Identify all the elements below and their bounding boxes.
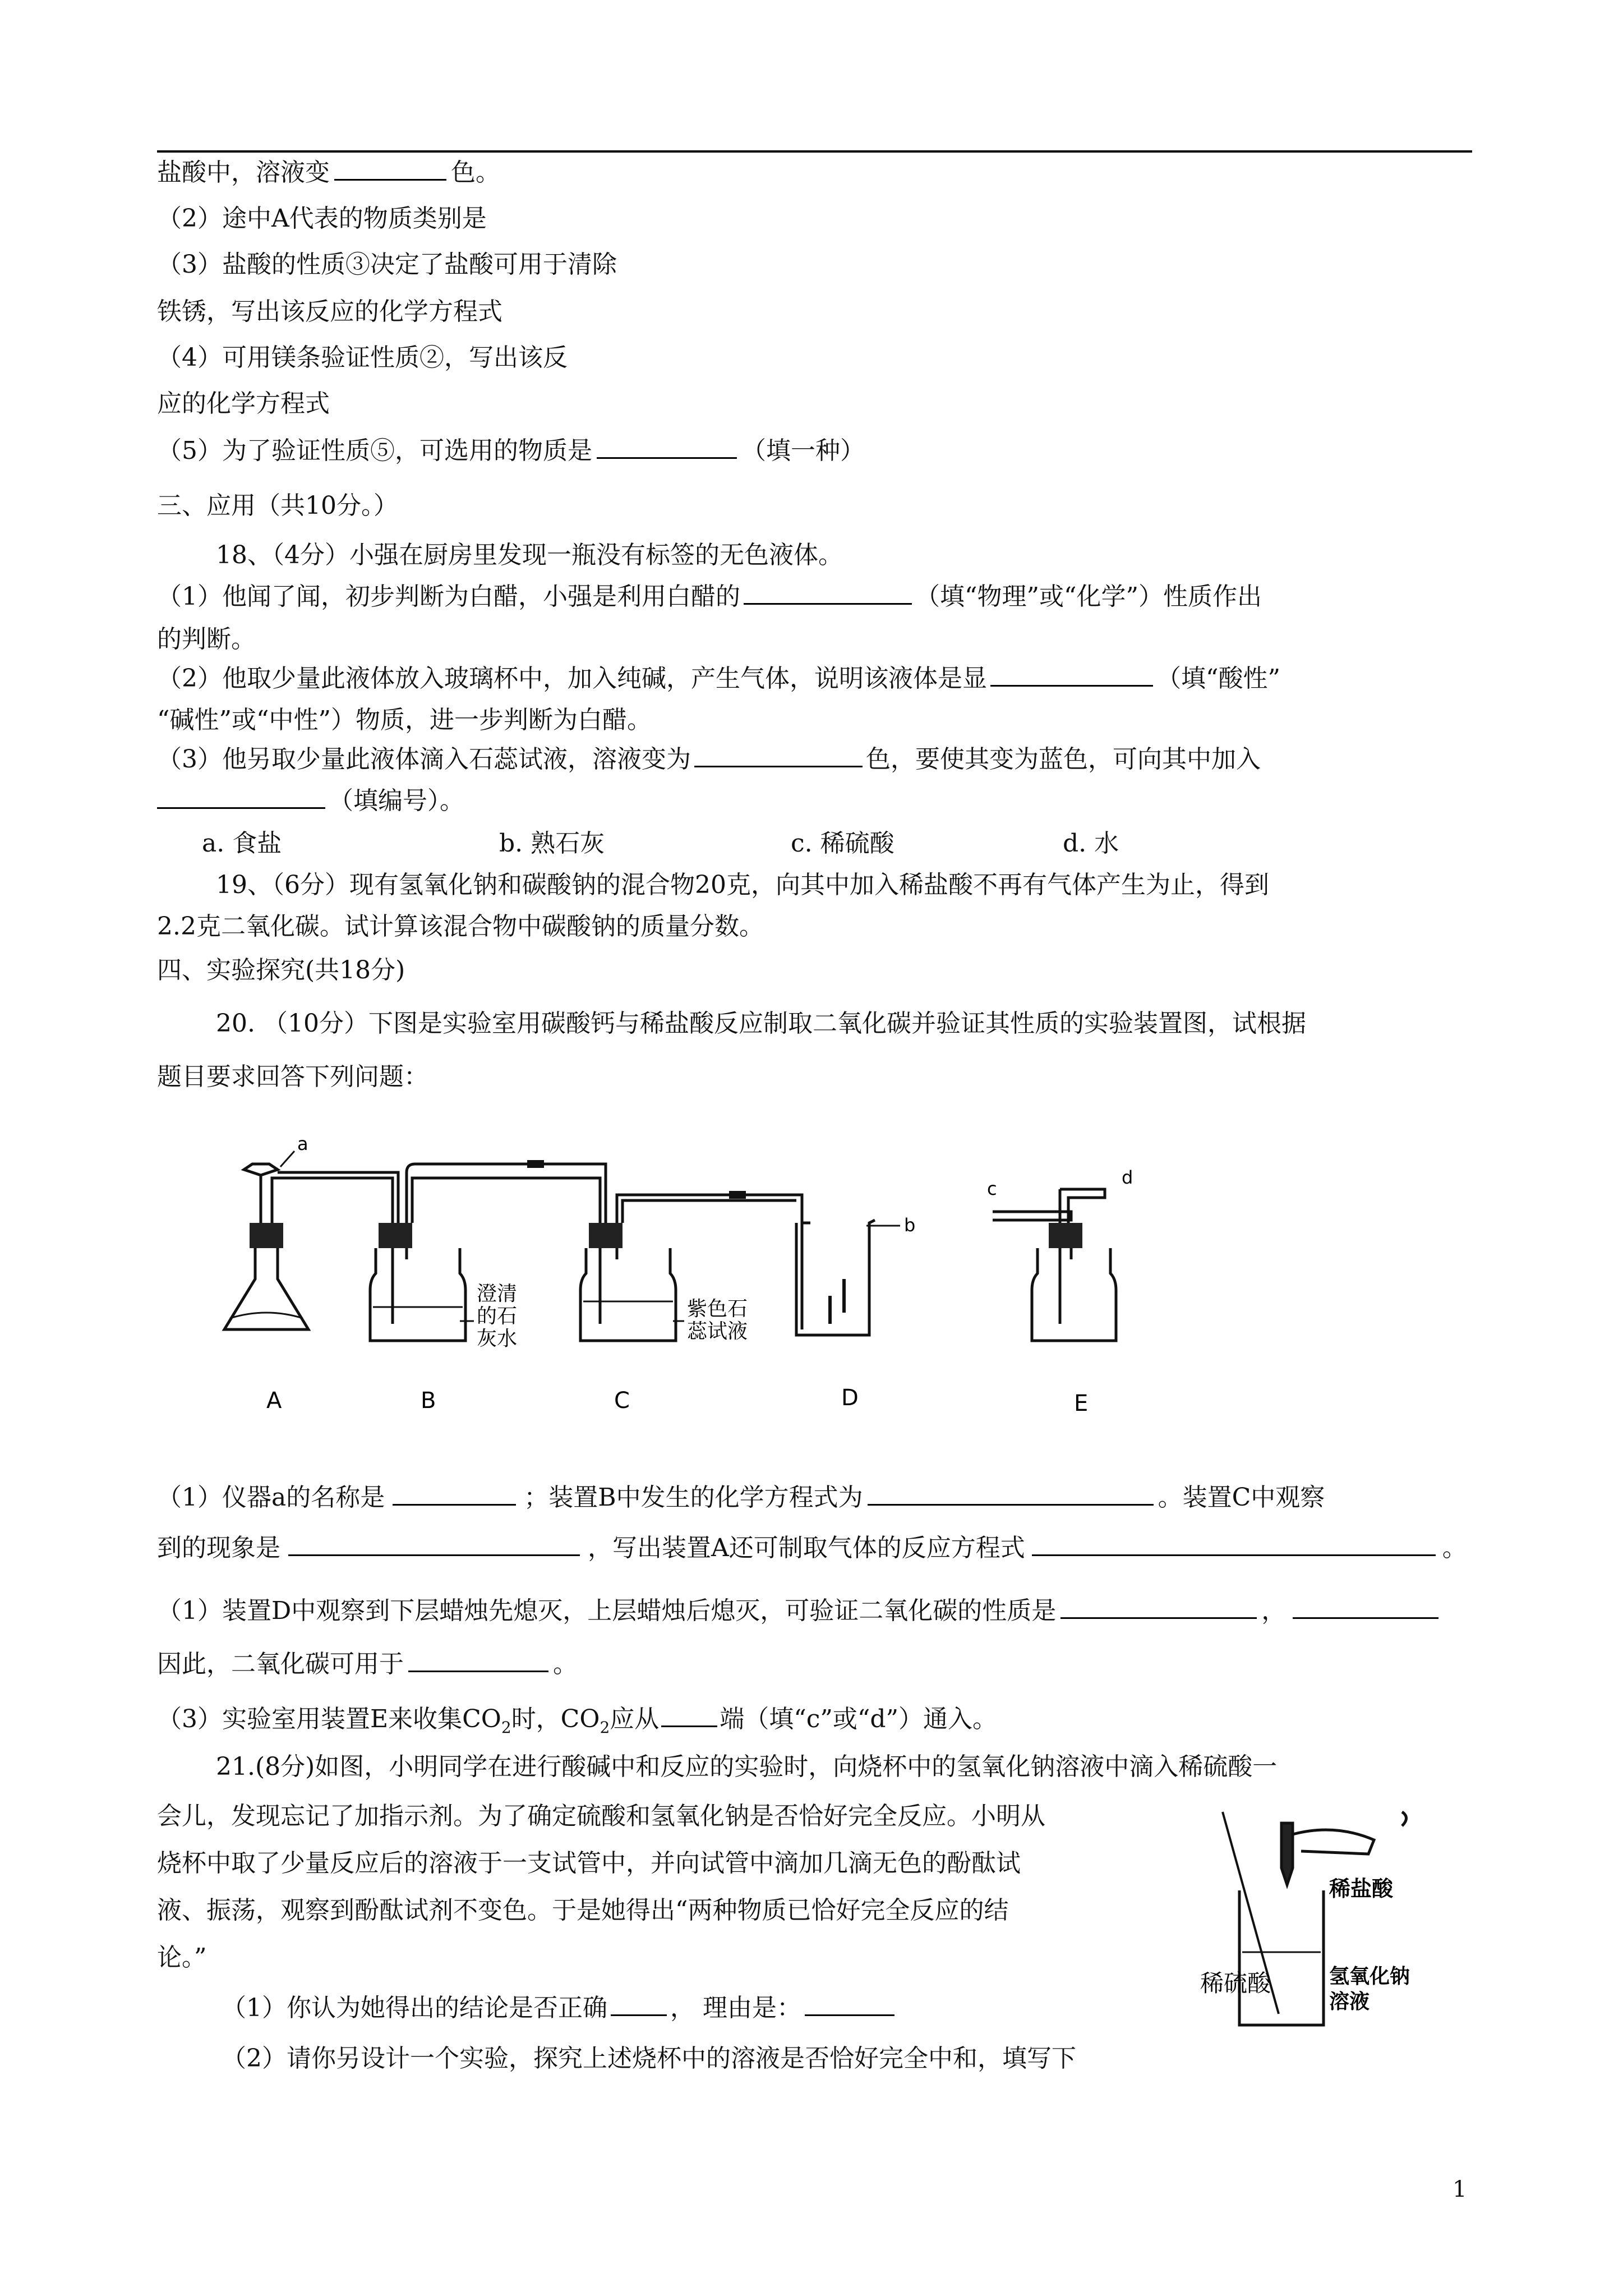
answer-blank[interactable] (157, 785, 325, 809)
q17-line-1: 盐酸中，溶液变 色。 (157, 156, 500, 190)
q21-line-5: 论。” (157, 1943, 207, 1972)
section-4-heading: 四、实验探究(共18分) (157, 956, 405, 984)
q21-part-1: （1）你认为她得出的结论是否正确 ， 理由是： (222, 1991, 895, 2025)
stopper-icon (250, 1223, 283, 1248)
answer-blank[interactable] (868, 1481, 1154, 1506)
q21-line-4: 液、振荡，观察到酚酞试剂不变色。于是她得出“两种物质已恰好完全反应的结 (157, 1896, 1009, 1925)
q21-line-3: 烧杯中取了少量反应后的溶液于一支试管中，并向试管中滴加几滴无色的酚酞试 (157, 1849, 1021, 1878)
q17-line-4: 铁锈，写出该反应的化学方程式 (157, 297, 502, 326)
letter-D: D (841, 1385, 859, 1411)
label-a: a (297, 1133, 308, 1154)
q21-line-2: 会儿，发现忘记了加指示剂。为了确定硫酸和氢氧化钠是否恰好完全反应。小明从 (157, 1802, 1045, 1830)
answer-blank[interactable] (393, 1481, 516, 1506)
funnel-a-icon (244, 1164, 278, 1175)
fig-label-naoh-1: 氢氧化钠 (1329, 1965, 1410, 1988)
gas-bottle-e-icon (1032, 1248, 1116, 1341)
q18-option-b: b. 熟石灰 (499, 829, 605, 858)
answer-blank[interactable] (744, 581, 912, 605)
answer-blank[interactable] (661, 1703, 717, 1727)
beaker-figure (1189, 1801, 1481, 2036)
fig-label-hcl: 稀盐酸 (1329, 1876, 1394, 1901)
q17-line-3: （3）盐酸的性质③决定了盐酸可用于清除 (157, 250, 617, 279)
q18-stem: 18、（4分）小强在厨房里发现一瓶没有标签的无色液体。 (216, 541, 843, 569)
q18-part-3: （3）他另取少量此液体滴入石蕊试液，溶液变为 色，要使其变为蓝色，可向其中加入 (157, 743, 1261, 776)
fig-label-h2so4: 稀硫酸 (1200, 1970, 1271, 1997)
q17-line-6: 应的化学方程式 (157, 389, 330, 418)
answer-blank[interactable] (408, 1648, 548, 1672)
q17-line-7: （5）为了验证性质⑤，可选用的物质是 （填一种） (157, 434, 865, 468)
q20-part-1-line-1: （1）仪器a的名称是 ；装置B中发生的化学方程式为 。装置C中观察 (157, 1481, 1325, 1515)
q19-line-2: 2.2克二氧化碳。试计算该混合物中碳酸钠的质量分数。 (157, 912, 764, 941)
label-d: d (1122, 1167, 1133, 1188)
label-c: c (987, 1178, 997, 1199)
answer-blank[interactable] (990, 662, 1153, 687)
c-label-1: 紫色石 (687, 1297, 748, 1320)
q18-option-d: d. 水 (1063, 829, 1119, 858)
q21-line-1: 21.(8分)如图，小明同学在进行酸碱中和反应的实验时，向烧杯中的氢氧化钠溶液中滴入稀硫酸一 (216, 1752, 1278, 1781)
answer-blank[interactable] (611, 1992, 667, 2016)
answer-blank[interactable] (1032, 1532, 1436, 1556)
gas-bottle-b-icon (370, 1248, 465, 1341)
gas-bottle-c-icon (580, 1248, 676, 1341)
beaker-icon (1239, 1890, 1324, 2025)
fig-label-naoh-2: 溶液 (1329, 1990, 1370, 2013)
letter-B: B (421, 1388, 436, 1414)
conical-flask-icon (224, 1248, 308, 1329)
q20-part-1-line-2: 到的现象是 ，写出装置A还可制取气体的反应方程式 。 (157, 1531, 1467, 1565)
q18-option-c: c. 稀硫酸 (791, 829, 895, 858)
q20-part-3: （3）实验室用装置E来收集$CO_2$时，$CO_2$应从 端（填“c”或“d”）通入。 (157, 1703, 997, 1745)
q18-part-3-cont: （填编号）。 (157, 784, 464, 818)
q18-part-1-cont: 的判断。 (157, 625, 256, 654)
q20-part-2-line-2: 因此，二氧化碳可用于 。 (157, 1648, 578, 1681)
answer-blank[interactable] (597, 435, 737, 459)
b-label-1: 澄清 (477, 1282, 518, 1305)
q20-part-2-line-1: （1）装置D中观察到下层蜡烛先熄灭，上层蜡烛后熄灭，可验证二氧化碳的性质是 ， (157, 1594, 1438, 1628)
hand-icon (1293, 1830, 1374, 1854)
q18-part-2: （2）他取少量此液体放入玻璃杯中，加入纯碱，产生气体，说明该液体是显 （填“酸性” (157, 662, 1280, 696)
answer-blank[interactable] (694, 743, 863, 767)
b-label-2: 的石 (477, 1305, 518, 1328)
answer-blank[interactable] (1293, 1595, 1438, 1619)
q21-part-2: （2）请你另设计一个实验，探究上述烧杯中的溶液是否恰好完全中和，填写下 (222, 2044, 1076, 2073)
answer-blank[interactable] (805, 1992, 895, 2016)
q17-line-5: （4）可用镁条验证性质②，写出该反 (157, 343, 568, 372)
header-rule (157, 150, 1472, 153)
apparatus-figure (213, 1111, 1195, 1425)
q19-line-1: 19、（6分）现有氢氧化钠和碳酸钠的混合物20克，向其中加入稀盐酸不再有气体产生为止，得到 (216, 871, 1269, 899)
answer-blank[interactable] (1061, 1595, 1257, 1619)
letter-C: C (614, 1388, 630, 1414)
q18-part-2-cont: “碱性”或“中性”）物质，进一步判断为白醋。 (157, 706, 652, 734)
q20-line-2: 题目要求回答下列问题： (157, 1062, 428, 1091)
page-number: 1 (1453, 2177, 1467, 2202)
q17-line-2: （2）途中A代表的物质类别是 (157, 204, 487, 233)
letter-E: E (1074, 1391, 1089, 1416)
q18-part-1: （1）他闻了闻，初步判断为白醋，小强是利用白醋的 （填“物理”或“化学”）性质作出 (157, 580, 1262, 614)
label-b: b (904, 1214, 916, 1236)
answer-blank[interactable] (288, 1532, 580, 1556)
answer-blank[interactable] (334, 157, 446, 181)
q20-line-1: 20. （10分）下图是实验室用碳酸钙与稀盐酸反应制取二氧化碳并验证其性质的实验装置图，试根据 (216, 1009, 1306, 1038)
b-label-3: 灰水 (477, 1327, 518, 1350)
q18-option-a: a. 食盐 (202, 829, 282, 858)
beaker-d-icon (796, 1220, 875, 1335)
c-label-2: 蕊试液 (687, 1320, 748, 1343)
section-3-heading: 三、应用（共10分。） (157, 491, 398, 520)
letter-A: A (266, 1388, 282, 1414)
dropper-icon (1281, 1823, 1293, 1885)
